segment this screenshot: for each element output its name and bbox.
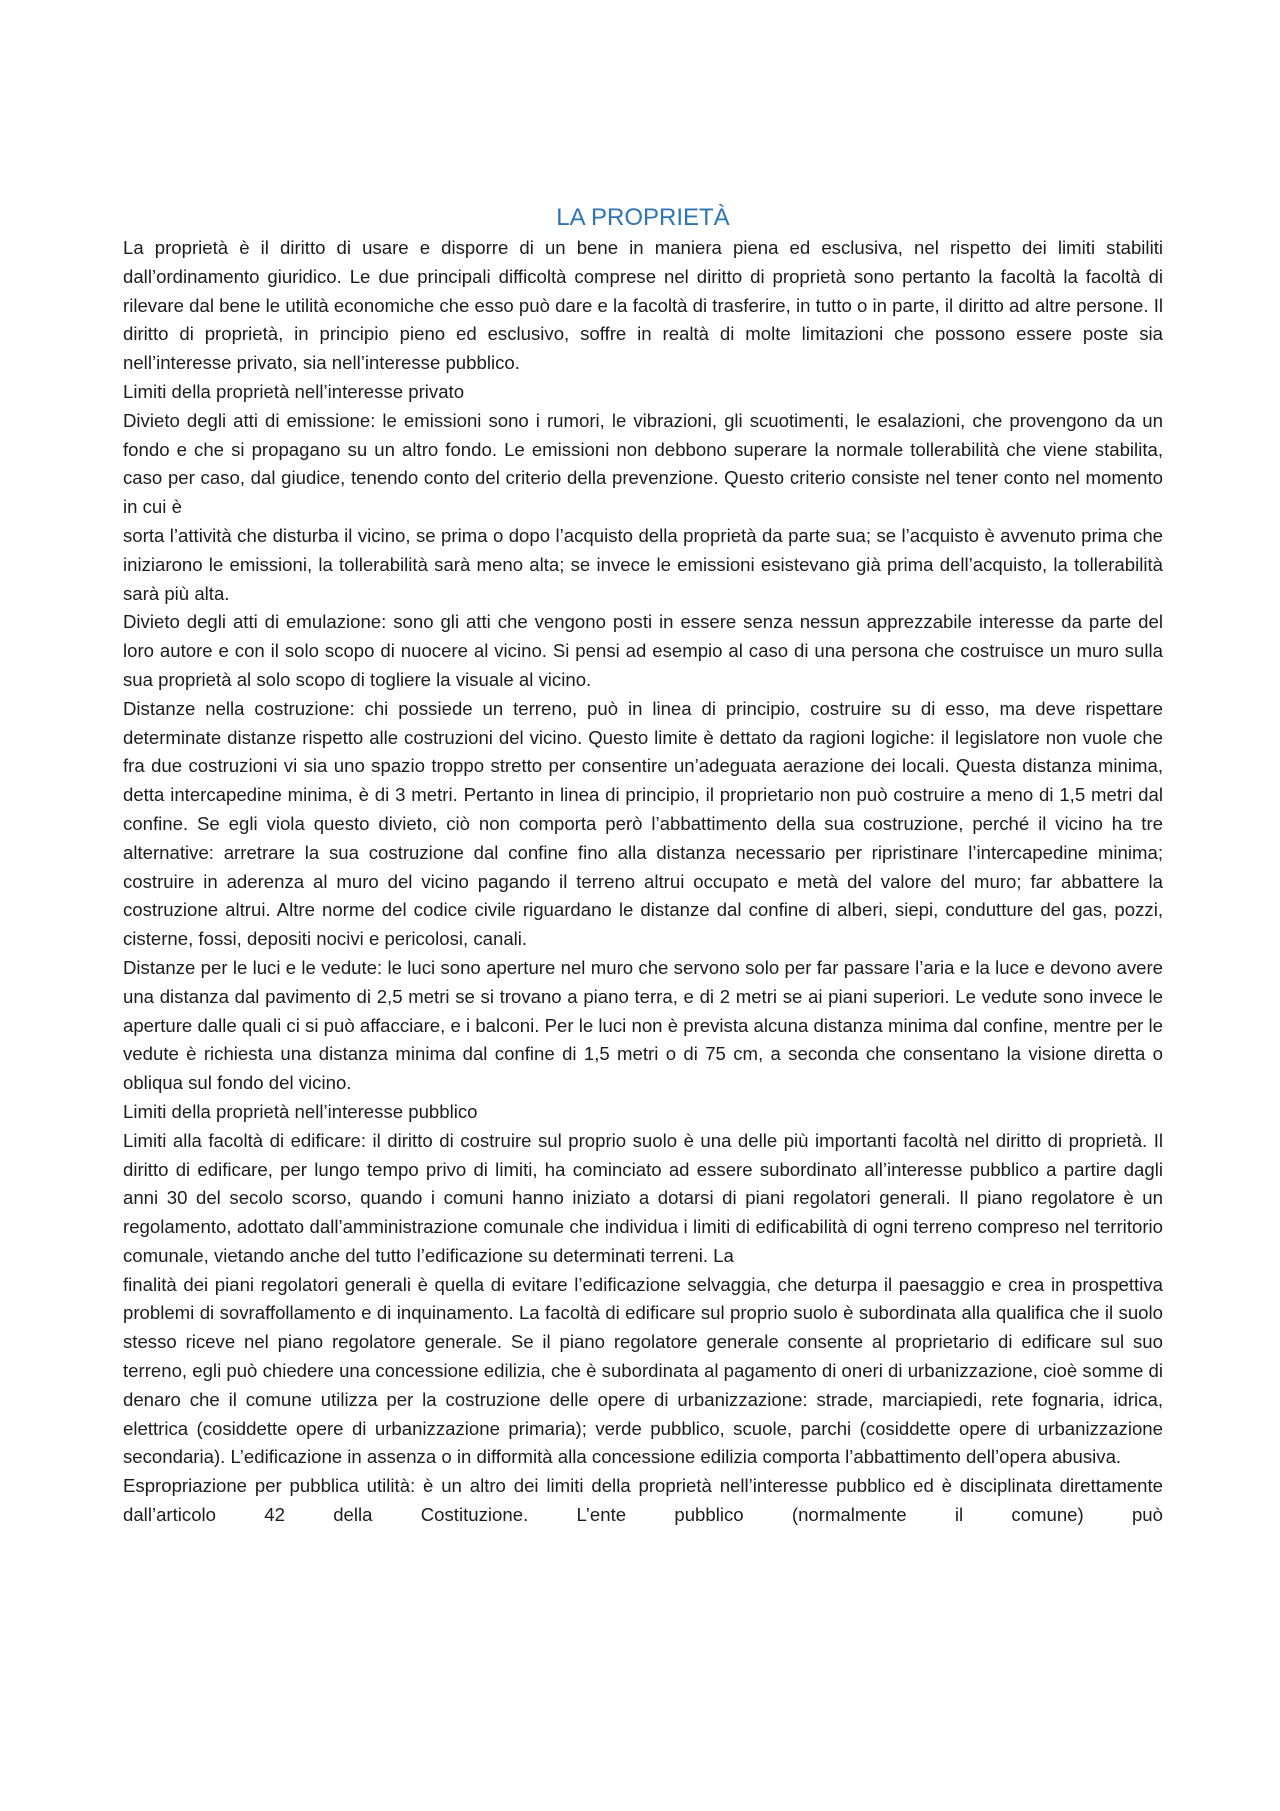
paragraph-expropriation: Espropriazione per pubblica utilità: è un altro dei limiti della proprietà nell’interesse pubblico ed è disciplinata direttamente dall’articolo 42 della Costituzione. L’ente pubblico (normalmente il comune) può [123,1475,1163,1526]
document-page [123,203,1163,1530]
paragraph-lights-views: Distanze per le luci e le vedute: le luci sono aperture nel muro che servono solo per far passare l’aria e la luce e devono avere una distanza dal pavimento di 2,5 metri se si trovano a piano terra, e di 2 metri se ai piani superiori. Le vedute sono invece le aperture dalle quali ci si può affacciare, e i balconi. Per le luci non è prevista alcuna distanza minima dal confine, mentre per le vedute è richiesta una distanza minima dal confine di 1,5 metri o di 75 cm, a seconda che consentano la visione diretta o obliqua sul fondo del vicino. [123,956,1163,1094]
section-heading-public-limits: Limiti della proprietà nell’interesse pubblico [123,1100,478,1122]
paragraph-building-distances: Distanze nella costruzione: chi possiede un terreno, può in linea di principio, costruire su di esso, ma deve rispettare determinate distanze rispetto alle costruzioni del vicino. Questo limite è dettato da ragioni logiche: il legislatore non vuole che fra due costruzioni vi sia uno spazio troppo stretto per consentire un’adeguata aerazione dei locali. Questa distanza minima, detta intercapedine minima, è di 3 metri. Pertanto in linea di principio, il proprietario non può costruire a meno di 1,5 metri dal confine. Se egli viola questo divieto, ciò non comporta però l’abbattimento della sua costruzione, perché il vicino ha tre alternative: arretrare la sua costruzione dal confine fino alla distanza necessario per ripristinare l’intercapedine minima; costruire in aderenza al muro del vicino pagando il terreno altrui occupato e metà del valore del muro; far abbattere la costruzione altrui. Altre norme del codice civile riguardano le distanze dal confine di alberi, siepi, condutture del gas, pozzi, cisterne, fossi, depositi nocivi e pericolosi, canali. [123,697,1163,950]
paragraph-master-plans: finalità dei piani regolatori generali è quella di evitare l’edificazione selvaggia, che deturpa il paesaggio e crea in prospettiva problemi di sovraffollamento e di inquinamento. La facoltà di edificare sul proprio suolo è subordinata alla qualifica che il suolo stesso riceve nel piano regolatore generale. Se il piano regolatore generale consente al proprietario di edificare sul suo terreno, egli può chiedere una concessione edilizia, che è subordinata al pagamento di oneri di urbanizzazione, cioè somme di denaro che il comune utilizza per la costruzione delle opere di urbanizzazione: strade, marciapiedi, rete fognaria, idrica, elettrica (cosiddette opere di urbanizzazione primaria); verde pubblico, scuole, parchi (cosiddette opere di urbanizzazione secondaria). L’edificazione in assenza o in difformità alla concessione edilizia comporta l’abbattimento dell’opera abusiva. [123,1273,1163,1468]
paragraph-building-limits: Limiti alla facoltà di edificare: il diritto di costruire sul proprio suolo è una delle più importanti facoltà nel diritto di proprietà. Il diritto di edificare, per lungo tempo privo di limiti, ha cominciato ad essere subordinato all’interesse pubblico a partire dagli anni 30 del secolo scorso, quando i comuni hanno iniziato a dotarsi di piani regolatori generali. Il piano regolatore è un regolamento, adottato dall’amministrazione comunale che individua i limiti di edificabilità di ogni terreno compreso nel territorio comunale, vietando anche del tutto l’edificazione su determinati terreni. La [123,1129,1163,1266]
section-heading-private-limits: Limiti della proprietà nell’interesse privato [123,380,465,402]
paragraph-emulation: Divieto degli atti di emulazione: sono gli atti che vengono posti in essere senza nessun apprezzabile interesse da parte del loro autore e con il solo scopo di nuocere al vicino. Si pensi ad esempio al caso di una persona che costruisce un muro sulla sua proprietà al solo scopo di togliere la visuale al vicino. [123,611,1163,690]
paragraph-emissions: Divieto degli atti di emissione: le emissioni sono i rumori, le vibrazioni, gli scuotimenti, le esalazioni, che provengono da un fondo e che si propagano su un altro fondo. Le emissioni non debbono superare la normale tollerabilità che viene stabilita, caso per caso, dal giudice, tenendo conto del criterio della prevenzione. Questo criterio consiste nel tener conto nel momento in cui è [123,409,1163,518]
paragraph-intro: La proprietà è il diritto di usare e disporre di un bene in maniera piena ed esclusiva, nel rispetto dei limiti stabiliti dall’ordinamento giuridico. Le due principali difficoltà comprese nel diritto di proprietà sono pertanto la facoltà la facoltà di rilevare dal bene le utilità economiche che esso può dare e la facoltà di trasferire, in tutto o in parte, il diritto ad altre persone. Il diritto di proprietà, in principio pieno ed esclusivo, soffre in realtà di molte limitazioni che possono essere poste sia nell’interesse privato, sia nell’interesse pubblico. [123,237,1163,374]
paragraph-emissions-continued: sorta l’attività che disturba il vicino, se prima o dopo l’acquisto della proprietà da parte sua; se l’acquisto è avvenuto prima che iniziarono le emissioni, la tollerabilità sarà meno alta; se invece le emissioni esistevano già prima dell’acquisto, la tollerabilità sarà più alta. [123,524,1163,604]
document-title: LA PROPRIETÀ [556,204,730,231]
